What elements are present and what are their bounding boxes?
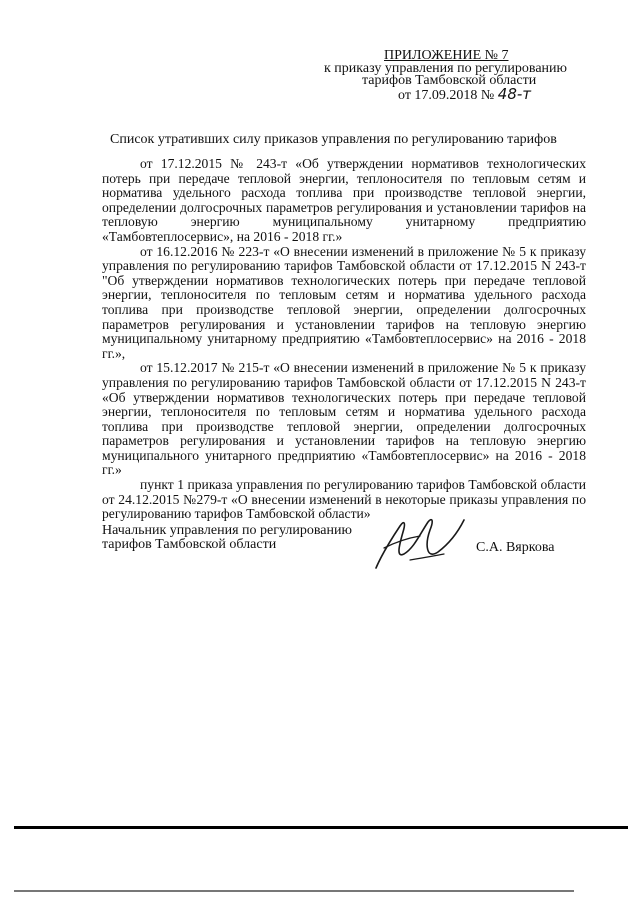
appendix-date-line	[300, 84, 600, 103]
signatory-name: С.А. Вяркова	[476, 540, 555, 555]
document-body	[102, 157, 586, 522]
order-item: от 17.12.2015 № 243-т «Об утверждении нормативов технологических потерь при передаче тепловой энергии, теплоносителя по тепловым сетям и норматива удельного расхода топлива при производстве тепловой энергии, определении долгосрочных параметров регулирования и установлении тарифов на тепловую энергию муниципальному унитарному предприятию «Тамбовтеплосервис», на 2016 - 2018 гг.»	[102, 156, 586, 244]
appendix-reference-line: к приказу управления по регулированию	[324, 60, 567, 76]
order-item: пункт 1 приказа управления по регулированию тарифов Тамбовской области от 24.12.2015 №279-т «О внесении изменений в некоторые приказы управления по регулированию тарифов Тамбовской области»	[102, 477, 586, 522]
page-bottom-rule	[14, 826, 628, 829]
signatory-position	[102, 524, 352, 552]
handwritten-signature	[370, 508, 470, 580]
appendix-authority-line: тарифов Тамбовской области	[362, 73, 537, 88]
order-item: от 16.12.2016 № 223-т «О внесении изменений в приложение № 5 к приказу управления по регулированию тарифов Тамбовской области от 17.12.2015 N 243-т "Об утверждении нормативов технологических потерь при передаче тепловой энергии, теплоносителя по тепловым сетям и норматива удельного расхода топлива при производстве тепловой энергии, определении долгосрочных параметров регулирования и установлении тарифов на тепловую энергию муниципальному унитарному предприятию «Тамбовтеплосервис» на 2016 - 2018 гг.»,	[102, 243, 586, 361]
appendix-header	[300, 50, 600, 102]
document-title: Список утративших силу приказов управления по регулированию тарифов	[110, 132, 557, 147]
page-edge-line	[14, 890, 574, 892]
handwritten-order-number: 48-т	[497, 84, 532, 103]
appendix-title: ПРИЛОЖЕНИЕ № 7	[384, 48, 509, 63]
signatory-position-line2: тарифов Тамбовской области	[102, 537, 277, 552]
order-item: от 15.12.2017 № 215-т «О внесении изменений в приложение № 5 к приказу управления по регулированию тарифов Тамбовской области от 17.12.2015 N 243-т «Об утверждении нормативов технологических потерь при передаче тепловой энергии, теплоносителя по тепловым сетям и норматива удельного расхода топлива при производстве тепловой энергии, определении долгосрочных параметров регулирования и установлении тарифов на тепловую энергию муниципального унитарного предприятию «Тамбовтеплосервис» на 2016 - 2018 гг.»	[102, 360, 586, 478]
signatory-position-line1: Начальник управления по регулированию	[102, 523, 352, 538]
appendix-date: от 17.09.2018 №	[398, 87, 495, 103]
